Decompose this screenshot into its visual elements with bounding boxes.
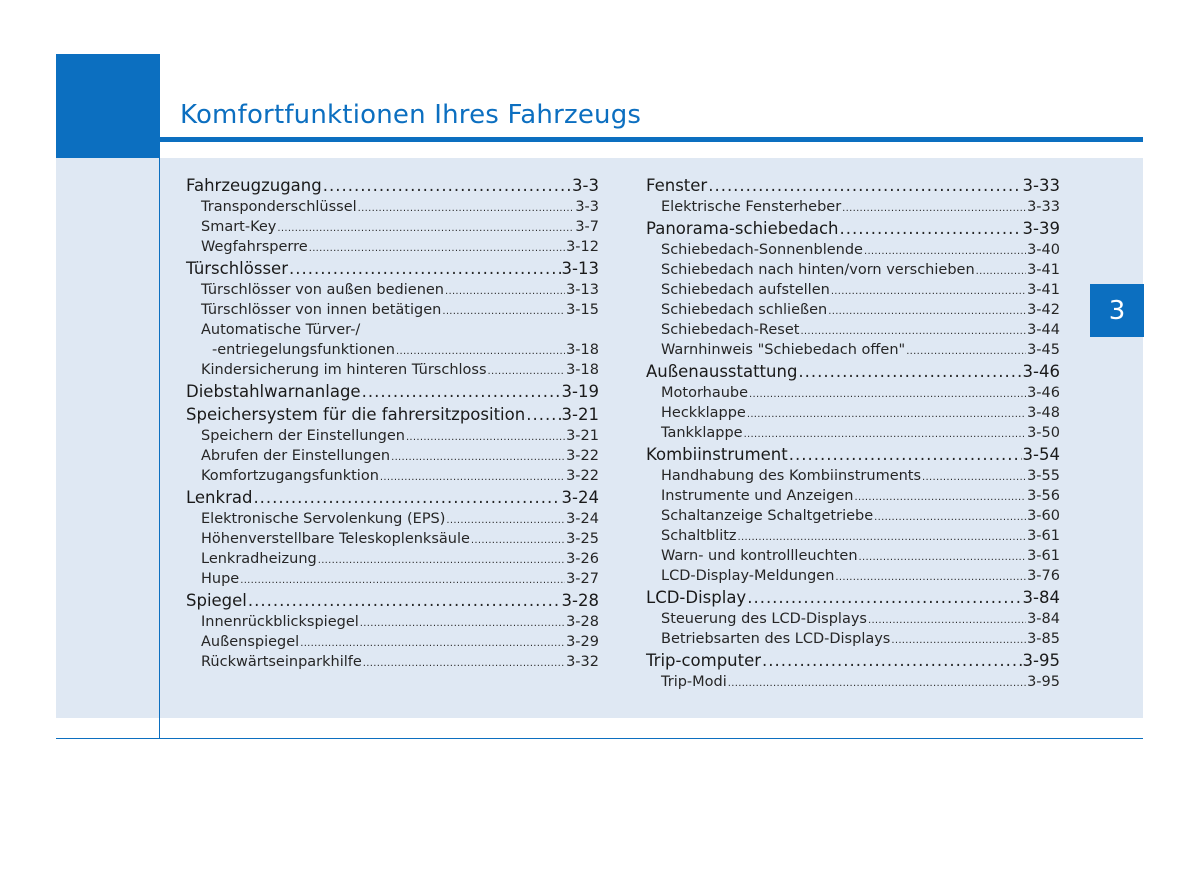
- toc-subsection-entry[interactable]: [186, 322, 599, 342]
- toc-subsection-entry[interactable]: [646, 282, 1060, 302]
- toc-entry-label: Türschlösser von innen betätigen: [201, 302, 442, 318]
- toc-entry-label: Wegfahrsperre: [201, 239, 308, 255]
- toc-subsection-entry[interactable]: [186, 571, 599, 591]
- dot-leader: [526, 405, 560, 424]
- toc-page-number: 3-3: [575, 199, 599, 215]
- toc-entry-label: Speichern der Einstellungen: [201, 428, 405, 444]
- toc-entry-label: Schiebedach schließen: [661, 302, 828, 318]
- dot-leader: [396, 342, 565, 358]
- toc-page-number: 3-41: [1027, 282, 1060, 298]
- toc-entry-label: Handhabung des Kombiinstruments: [661, 468, 922, 484]
- toc-entry-label: Diebstahlwarnanlage: [186, 382, 361, 401]
- toc-page-number: 3-19: [561, 382, 599, 401]
- toc-entry-label: Höhenverstellbare Teleskoplenksäule: [201, 531, 470, 547]
- toc-subsection-entry[interactable]: [186, 531, 599, 551]
- dot-leader: [976, 262, 1026, 278]
- toc-subsection-entry[interactable]: [646, 302, 1060, 322]
- toc-page-number: 3-48: [1027, 405, 1060, 421]
- toc-page-number: 3-60: [1027, 508, 1060, 524]
- dot-leader: [248, 591, 561, 610]
- toc-entry-label: Heckklappe: [661, 405, 746, 421]
- dot-leader: [406, 428, 565, 444]
- toc-entry-label: Spiegel: [186, 591, 247, 610]
- dot-leader: [360, 614, 565, 630]
- toc-section-entry[interactable]: [646, 362, 1060, 385]
- dot-leader: [488, 362, 566, 378]
- toc-entry-label: Transponderschlüssel: [201, 199, 357, 215]
- dot-leader: [380, 468, 565, 484]
- toc-page-number: 3-13: [561, 259, 599, 278]
- dot-leader: [289, 259, 561, 278]
- toc-entry-label: Innenrückblickspiegel: [201, 614, 359, 630]
- toc-page-number: 3-28: [561, 591, 599, 610]
- toc-page-number: 3-95: [1027, 674, 1060, 690]
- toc-section-entry[interactable]: [646, 176, 1060, 199]
- toc-subsection-entry[interactable]: [186, 199, 599, 219]
- toc-entry-label: Türschlösser von außen bedienen: [201, 282, 444, 298]
- toc-page-number: 3-84: [1027, 611, 1060, 627]
- toc-subsection-entry[interactable]: [186, 342, 599, 362]
- toc-entry-label: Türschlösser: [186, 259, 288, 278]
- toc-entry-label: Rückwärtseinparkhilfe: [201, 654, 362, 670]
- toc-page-number: 3-85: [1027, 631, 1060, 647]
- toc-section-entry[interactable]: [186, 591, 599, 614]
- toc-page-number: 3-39: [1022, 219, 1060, 238]
- dot-leader: [828, 302, 1026, 318]
- dot-leader: [362, 382, 561, 401]
- toc-section-entry[interactable]: [186, 176, 599, 199]
- toc-entry-label: Elektronische Servolenkung (EPS): [201, 511, 446, 527]
- dot-leader: [442, 302, 565, 318]
- dot-leader: [906, 342, 1026, 358]
- dot-leader: [874, 508, 1026, 524]
- toc-subsection-entry[interactable]: [186, 219, 599, 239]
- toc-page-number: 3-44: [1027, 322, 1060, 338]
- toc-column-left: [186, 176, 599, 674]
- dot-leader: [358, 199, 575, 215]
- dot-leader: [747, 588, 1021, 607]
- toc-page-number: 3-21: [566, 428, 599, 444]
- toc-page-number: 3-22: [566, 468, 599, 484]
- toc-section-entry[interactable]: [186, 488, 599, 511]
- dot-leader: [762, 651, 1022, 670]
- toc-page-number: 3-12: [566, 239, 599, 255]
- toc-subsection-entry[interactable]: [646, 568, 1060, 588]
- toc-subsection-entry[interactable]: [646, 468, 1060, 488]
- toc-entry-label: Warn- und kontrollleuchten: [661, 548, 858, 564]
- toc-page-number: 3-33: [1022, 176, 1060, 195]
- toc-entry-label: LCD-Display-Meldungen: [661, 568, 835, 584]
- dot-leader: [800, 322, 1026, 338]
- toc-entry-label: LCD-Display: [646, 588, 747, 607]
- header-color-block: [56, 54, 159, 158]
- toc-page-number: 3-24: [561, 488, 599, 507]
- toc-entry-label: Trip-Modi: [661, 674, 727, 690]
- toc-entry-label: Fahrzeugzugang: [186, 176, 322, 195]
- toc-page-number: 3-61: [1027, 548, 1060, 564]
- toc-subsection-entry[interactable]: [646, 262, 1060, 282]
- toc-section-entry[interactable]: [646, 445, 1060, 468]
- toc-entry-label: Speichersystem für die fahrersitzposition: [186, 405, 526, 424]
- toc-page-number: 3-18: [566, 362, 599, 378]
- toc-page-number: 3-46: [1022, 362, 1060, 381]
- dot-leader: [471, 531, 565, 547]
- toc-page-number: 3-3: [572, 176, 599, 195]
- toc-subsection-entry[interactable]: [186, 428, 599, 448]
- left-margin-panel: [56, 158, 159, 718]
- toc-entry-label: Betriebsarten des LCD-Displays: [661, 631, 891, 647]
- toc-section-entry[interactable]: [186, 405, 599, 428]
- toc-subsection-entry[interactable]: [646, 322, 1060, 342]
- dot-leader: [728, 674, 1026, 690]
- toc-subsection-entry[interactable]: [186, 302, 599, 322]
- dot-leader: [309, 239, 565, 255]
- toc-subsection-entry[interactable]: [186, 362, 599, 382]
- toc-entry-label: Elektrische Fensterheber: [661, 199, 842, 215]
- toc-page-number: 3-42: [1027, 302, 1060, 318]
- toc-page-number: 3-95: [1022, 651, 1060, 670]
- toc-entry-label: Kindersicherung im hinteren Türschloss: [201, 362, 487, 378]
- dot-leader: [868, 611, 1026, 627]
- toc-subsection-entry[interactable]: [646, 674, 1060, 694]
- toc-column-right: [646, 176, 1060, 694]
- toc-subsection-entry[interactable]: [646, 508, 1060, 528]
- dot-leader: [842, 199, 1026, 215]
- toc-entry-label: Automatische Türver-/: [201, 322, 361, 338]
- dot-leader: [738, 528, 1027, 544]
- toc-page-number: 3-21: [561, 405, 599, 424]
- toc-subsection-entry[interactable]: [186, 282, 599, 302]
- toc-entry-label: Warnhinweis "Schiebedach offen": [661, 342, 906, 358]
- toc-page-number: 3-40: [1027, 242, 1060, 258]
- toc-section-entry[interactable]: [186, 382, 599, 405]
- toc-page-number: 3-15: [566, 302, 599, 318]
- toc-entry-label: Komfortzugangsfunktion: [201, 468, 379, 484]
- dot-leader: [323, 176, 571, 195]
- toc-subsection-entry[interactable]: [186, 614, 599, 634]
- dot-leader: [747, 405, 1026, 421]
- dot-leader: [277, 219, 574, 235]
- toc-entry-label: Motorhaube: [661, 385, 749, 401]
- toc-subsection-entry[interactable]: [646, 199, 1060, 219]
- toc-section-entry[interactable]: [646, 651, 1060, 674]
- dot-leader: [891, 631, 1026, 647]
- toc-page-number: 3-76: [1027, 568, 1060, 584]
- bottom-rule: [56, 738, 1143, 739]
- toc-page-number: 3-61: [1027, 528, 1060, 544]
- toc-entry-label: Außenspiegel: [201, 634, 300, 650]
- toc-subsection-entry[interactable]: [646, 342, 1060, 362]
- dot-leader: [840, 219, 1022, 238]
- toc-page-number: 3-22: [566, 448, 599, 464]
- toc-entry-label: Smart-Key: [201, 219, 277, 235]
- toc-page-number: 3-26: [566, 551, 599, 567]
- toc-page-number: 3-28: [566, 614, 599, 630]
- dot-leader: [835, 568, 1026, 584]
- toc-entry-label: -entriegelungsfunktionen: [212, 342, 395, 358]
- toc-entry-label: Schiebedach nach hinten/vorn verschieben: [661, 262, 975, 278]
- toc-entry-label: Fenster: [646, 176, 708, 195]
- toc-subsection-entry[interactable]: [646, 611, 1060, 631]
- dot-leader: [749, 385, 1026, 401]
- dot-leader: [240, 571, 565, 587]
- toc-page-number: 3-25: [566, 531, 599, 547]
- toc-subsection-entry[interactable]: [646, 488, 1060, 508]
- toc-page-number: 3-56: [1027, 488, 1060, 504]
- toc-page-number: 3-27: [566, 571, 599, 587]
- dot-leader: [445, 282, 565, 298]
- toc-subsection-entry[interactable]: [186, 448, 599, 468]
- toc-section-entry[interactable]: [646, 219, 1060, 242]
- toc-entry-label: Schiebedach-Sonnenblende: [661, 242, 863, 258]
- toc-entry-label: Lenkradheizung: [201, 551, 317, 567]
- toc-page-number: 3-24: [566, 511, 599, 527]
- toc-page-number: 3-33: [1027, 199, 1060, 215]
- title-underline: [160, 137, 1143, 142]
- toc-entry-label: Steuerung des LCD-Displays: [661, 611, 867, 627]
- toc-entry-label: Kombiinstrument: [646, 445, 788, 464]
- toc-entry-label: Hupe: [201, 571, 240, 587]
- toc-entry-label: Lenkrad: [186, 488, 253, 507]
- toc-page-number: 3-54: [1022, 445, 1060, 464]
- dot-leader: [789, 445, 1022, 464]
- toc-entry-label: Schiebedach aufstellen: [661, 282, 830, 298]
- dot-leader: [855, 488, 1027, 504]
- dot-leader: [744, 425, 1027, 441]
- toc-entry-label: Instrumente und Anzeigen: [661, 488, 854, 504]
- dot-leader: [708, 176, 1021, 195]
- dot-leader: [864, 242, 1026, 258]
- toc-subsection-entry[interactable]: [646, 548, 1060, 568]
- page-title: Komfortfunktionen Ihres Fahrzeugs: [180, 100, 642, 130]
- toc-subsection-entry[interactable]: [186, 551, 599, 571]
- toc-subsection-entry[interactable]: [646, 528, 1060, 548]
- dot-leader: [391, 448, 565, 464]
- toc-page-number: 3-7: [575, 219, 599, 235]
- dot-leader: [859, 548, 1027, 564]
- dot-leader: [798, 362, 1021, 381]
- toc-entry-label: Außenausstattung: [646, 362, 798, 381]
- toc-subsection-entry[interactable]: [186, 468, 599, 488]
- toc-entry-label: Abrufen der Einstellungen: [201, 448, 391, 464]
- chapter-tab[interactable]: 3: [1090, 284, 1144, 337]
- toc-entry-label: Trip-computer: [646, 651, 762, 670]
- toc-page-number: 3-29: [566, 634, 599, 650]
- toc-entry-label: Panorama-schiebedach: [646, 219, 839, 238]
- toc-entry-label: Schiebedach-Reset: [661, 322, 800, 338]
- toc-section-entry[interactable]: [646, 588, 1060, 611]
- toc-subsection-entry[interactable]: [646, 631, 1060, 651]
- toc-subsection-entry[interactable]: [646, 385, 1060, 405]
- toc-entry-label: Schaltanzeige Schaltgetriebe: [661, 508, 874, 524]
- toc-subsection-entry[interactable]: [646, 405, 1060, 425]
- toc-entry-label: Tankklappe: [661, 425, 743, 441]
- toc-section-entry[interactable]: [186, 259, 599, 282]
- toc-page-number: 3-45: [1027, 342, 1060, 358]
- toc-page-number: 3-55: [1027, 468, 1060, 484]
- toc-page-number: 3-50: [1027, 425, 1060, 441]
- dot-leader: [363, 654, 565, 670]
- dot-leader: [831, 282, 1026, 298]
- toc-page-number: 3-32: [566, 654, 599, 670]
- dot-leader: [253, 488, 560, 507]
- toc-subsection-entry[interactable]: [646, 242, 1060, 262]
- toc-page-number: 3-41: [1027, 262, 1060, 278]
- toc-subsection-entry[interactable]: [186, 634, 599, 654]
- toc-page-number: 3-18: [566, 342, 599, 358]
- toc-page-number: 3-13: [566, 282, 599, 298]
- toc-page-number: 3-84: [1022, 588, 1060, 607]
- dot-leader: [446, 511, 565, 527]
- toc-subsection-entry[interactable]: [186, 511, 599, 531]
- toc-subsection-entry[interactable]: [186, 239, 599, 259]
- dot-leader: [922, 468, 1026, 484]
- toc-subsection-entry[interactable]: [646, 425, 1060, 445]
- toc-page-number: 3-46: [1027, 385, 1060, 401]
- toc-subsection-entry[interactable]: [186, 654, 599, 674]
- dot-leader: [300, 634, 565, 650]
- dot-leader: [318, 551, 565, 567]
- toc-entry-label: Schaltblitz: [661, 528, 737, 544]
